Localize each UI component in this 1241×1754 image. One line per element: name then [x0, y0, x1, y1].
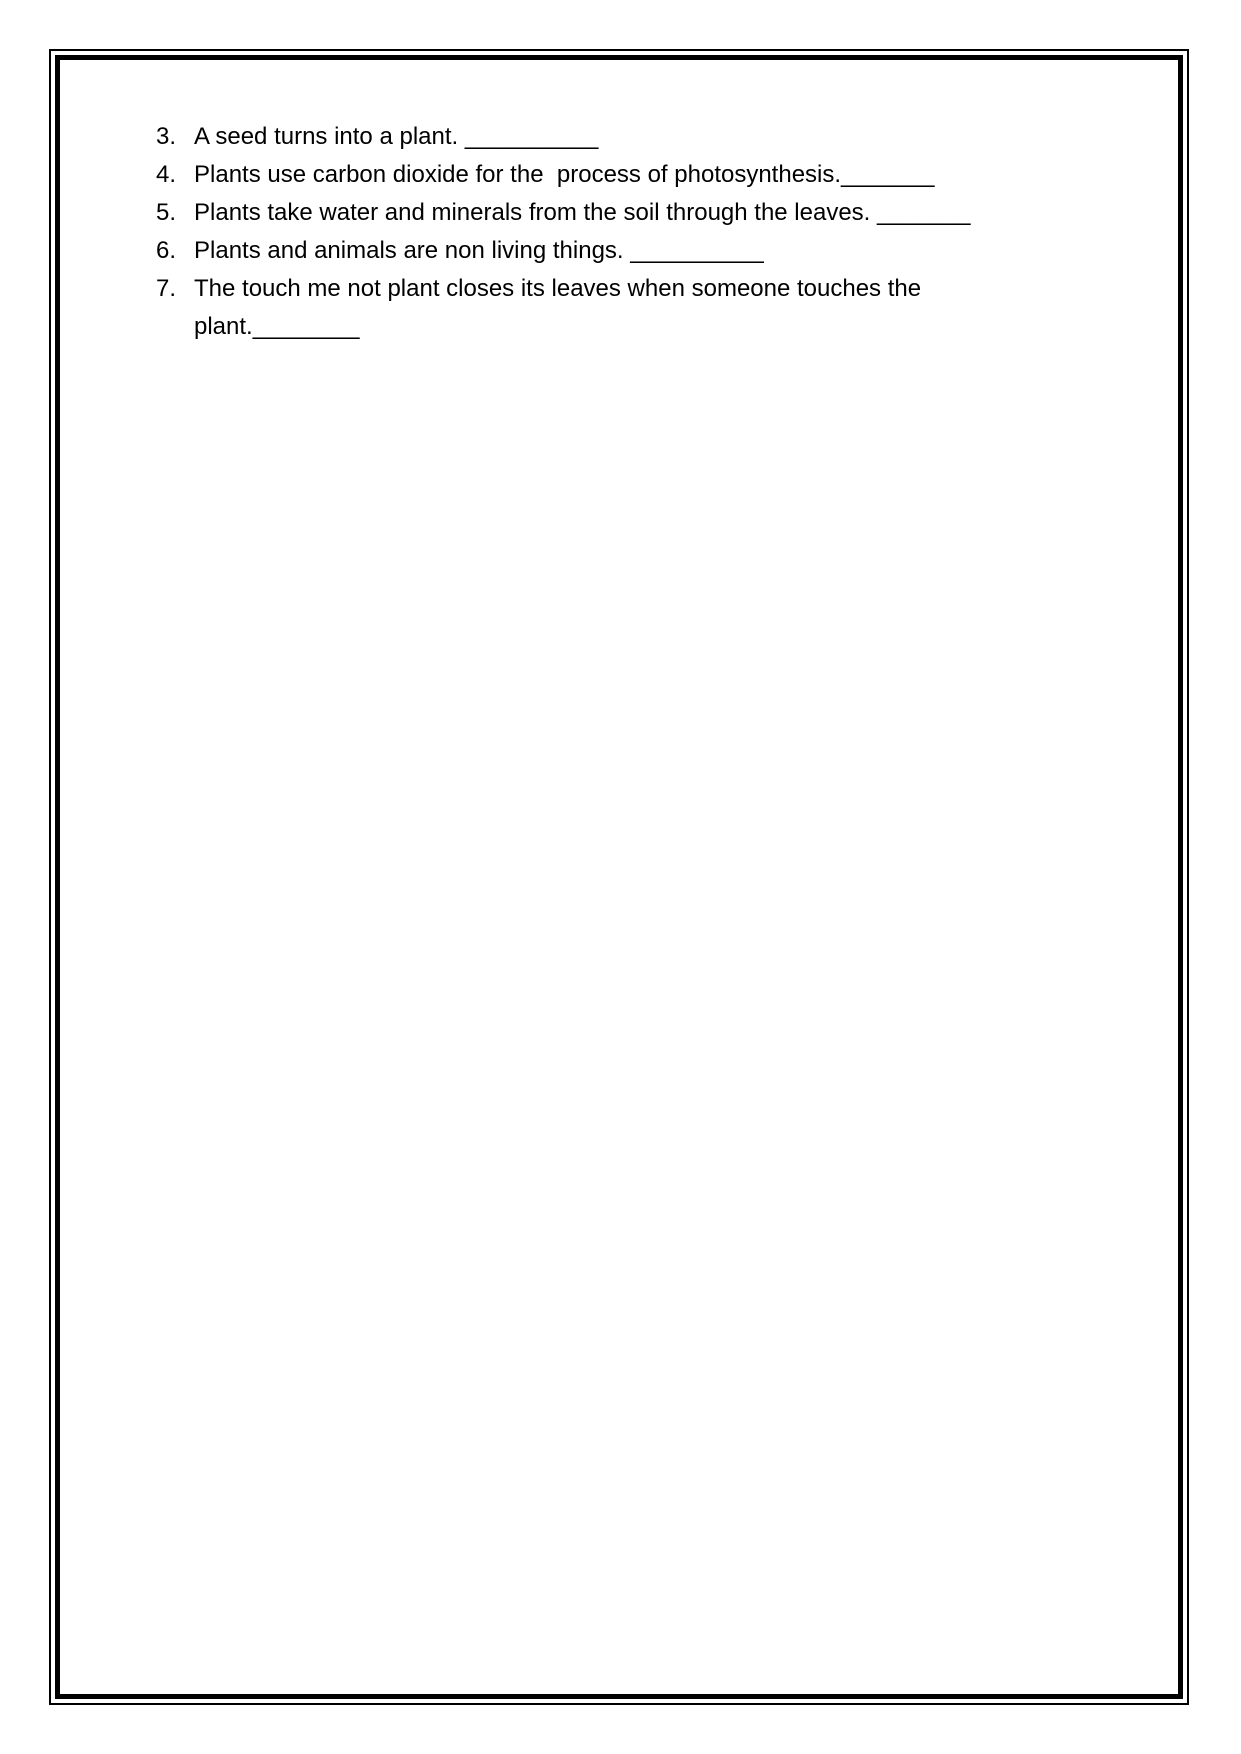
- question-text: Plants use carbon dioxide for the process of photosynthesis._______: [194, 161, 935, 188]
- question-item: [156, 194, 1056, 232]
- question-item: [156, 118, 1056, 156]
- question-number: 3.: [156, 123, 177, 150]
- question-number: 7.: [156, 275, 177, 302]
- question-text: The touch me not plant closes its leaves when someone touches the plant.________: [194, 275, 928, 340]
- question-list: [156, 118, 1056, 346]
- question-number: 4.: [156, 161, 177, 188]
- question-number: 6.: [156, 237, 177, 264]
- question-text: A seed turns into a plant. __________: [194, 123, 599, 150]
- question-text: Plants take water and minerals from the soil through the leaves. _______: [194, 199, 971, 226]
- question-item: [156, 156, 1056, 194]
- question-item: [156, 232, 1056, 270]
- question-number: 5.: [156, 199, 177, 226]
- question-text: Plants and animals are non living things. __________: [194, 237, 764, 264]
- question-item: [156, 270, 1056, 346]
